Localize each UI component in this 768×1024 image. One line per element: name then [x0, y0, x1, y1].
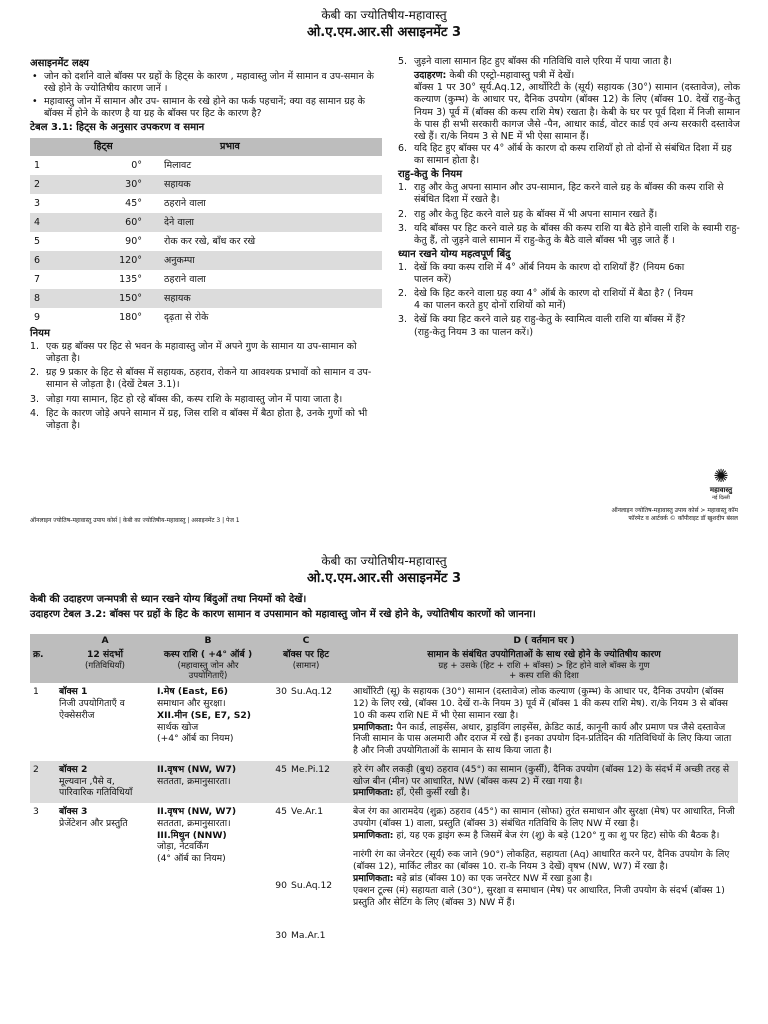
table-row: [30, 761, 738, 803]
row-hit: [262, 761, 350, 803]
hit-degree: 30: [275, 929, 287, 941]
rule-item: 1. एक ग्रह बॉक्स पर हिट से भवन के महावास्तु जोन में अपने गुण के सामान या उप-सामान को जोड़ता है।: [30, 341, 357, 365]
header-line: (सामान): [292, 660, 320, 671]
table-row: [30, 213, 382, 232]
rule-item: 2. ग्रह 9 प्रकार के हिट से बॉक्स में सहायक, ठहराव, रोकने या आवश्यक प्रभावों को सामान व उप-सामान से जोड़ता है। (देखें टेबल 3.1)।: [30, 367, 372, 391]
table-row: [30, 251, 382, 270]
table-header-blank: [30, 138, 90, 156]
row-degree: 180°: [119, 311, 142, 323]
cusp-desc: सततता, क्रमानुसारता।: [157, 817, 231, 829]
rahu-rule: 1. राहु और केतु अपना सामान और उप-सामान, हिट करने वाले ग्रह के बॉक्स की कस्प राशि से संबंधित दिशा में रखते है।: [398, 182, 724, 206]
hit-code: Su.Aq.12: [291, 879, 333, 891]
example-heading: उदाहरण:: [414, 70, 447, 82]
header-reason: [350, 648, 738, 684]
row-cusp: [154, 803, 262, 945]
row-num: 3: [33, 806, 39, 818]
col-letter-d: D ( वर्तमान घर ): [350, 634, 738, 648]
header-line: सामान के संबंधित उपयोगिताओं के साथ रखे होने के ज्योतिषीय कारण: [427, 648, 661, 660]
example-lead: केबी की एस्ट्रो-महावास्तु पत्री में देखें।: [449, 70, 575, 82]
row-box: [56, 683, 154, 761]
header-line: (महावास्तु जोन और उपयोगिताएँ): [177, 660, 239, 682]
assignment-heading: असाइनमेंट लक्ष्य: [30, 58, 89, 69]
row-degree: 0°: [131, 159, 142, 171]
cusp-note: (4° ऑर्ब का नियम): [157, 853, 226, 865]
row-cusp: [154, 683, 262, 761]
row-effect: मिलावट: [164, 159, 192, 171]
rahu-rule-text: यदि बॉक्स पर हिट करने वाले ग्रह के बॉक्स की कस्प राशि या बैठे होने वाली राशि के स्वामी राहु-केतु हैं, तो जुड़ने वाले सामान में राहु-केतु के बैठे वाले बॉक्स भी जुड़ जाते हैं ।: [414, 222, 740, 246]
box-desc: प्रेजेंटेशन और प्रस्तुति: [59, 817, 128, 829]
footer-right-line: फॉरमेट व आर्टवर्क © कॉपीराइट डॉ खुशदीप बंसल: [628, 515, 738, 523]
proof: [353, 830, 735, 842]
rule-text: जोड़ा गया सामान, हिट हो रहे बॉक्स की, कस्प राशि के महावास्तु जोन में पाया जाता है।: [46, 393, 343, 405]
cusp-desc: समाधान और सुरक्षा।: [157, 698, 226, 710]
row-num: 2: [30, 761, 56, 803]
cusp-note: (+4° ऑर्ब का नियम): [157, 733, 234, 745]
row-reason: [350, 761, 738, 803]
footer-right: [611, 507, 738, 523]
proof-label: प्रमाणिकता:: [353, 721, 394, 733]
hit-code: Ve.Ar.1: [291, 806, 324, 818]
reason-text: हरे रंग और लकड़ी (बुध) ठहराव (45°) का सामान (कुर्सी), दैनिक उपयोग (बॉक्स 12) के संदर्भ में अच्छी तरह से खोज बीन (मीन) पर आधारित, NW (बॉक्स कस्प 2) में रखा गया है।: [353, 763, 730, 787]
hit-entry: [265, 930, 347, 942]
row-effect: रोक कर रखे, बाँध कर रखे: [164, 235, 256, 247]
cusp-sign: II.वृषभ (NW, W7): [157, 806, 237, 818]
hit-entry: [265, 806, 347, 818]
rule-text: जुड़ने वाला सामान हिट हुए बॉक्स की गतिविधि वाले एरिया में पाया जाता है।: [414, 56, 672, 67]
table-header-hits: हिट्स: [90, 138, 160, 156]
reason-text: बेज रंग का आरामदेय (शुक्र) ठहराव (45°) का सामान (सोफा) तुरंत समाधान और सुरक्षा (मेष) पर आधारित, निजी उपयोग (बॉक्स 1) वाला, प्रस्तुति (बॉक्स 3) संबंधित गतिविधि के लिए NW में रखा है।: [353, 806, 735, 829]
row-degree: 90°: [125, 235, 142, 247]
hit-entry: [265, 764, 347, 776]
page-title: केबी का ज्योतिषीय-महावास्तु: [321, 8, 447, 22]
footer-left: ऑनलाइन ज्योतिष-महावास्तु उपाय कोर्स | केबी का ज्योतिषीय-महावास्तु | असाइनमेंट 3 | पेज 1: [30, 517, 240, 524]
footer-right-line: ऑनलाइन ज्योतिष-महावास्तु उपाय कोर्स > महावास्तु कॉम: [611, 507, 738, 514]
hit-degree: 30: [275, 686, 287, 698]
point-item: 3. देखें कि क्या हिट करने वाले ग्रह राहु-केतु के स्वामित्व वाली राशि या बॉक्स में हैं? (राहु-केतु नियम 3 का पालन करें।): [398, 314, 686, 338]
rule-text: यदि हिट हुए बॉक्स पर 4° ऑर्ब के कारण दो कस्प राशियाँ हो तो दोनों से संबंधित दिशा में ग्रह का सामान होता है।: [414, 143, 732, 167]
rule-text: हिट के कारण जोड़े अपने सामान में ग्रह, जिस राशि व बॉक्स में बैठा होता है, उनके गुणों को भी जोड़ता है।: [46, 407, 368, 431]
rahu-rule: 2. राहु और केतु हिट करने वाले ग्रह के बॉक्स में भी अपना सामान रखते हैं।: [398, 208, 658, 220]
box-name: बॉक्स 2: [59, 763, 88, 775]
cusp-sign: XII.मीन (SE, E7, S2): [157, 709, 251, 721]
header-activities: [56, 648, 154, 684]
rule-item: 4. हिट के कारण जोड़े अपने सामान में ग्रह, जिस राशि व बॉक्स में बैठा होता है, उनके गुणों को भी जोड़ता है।: [30, 407, 368, 431]
reason-text: एक्शन टूल्स (मं) सहायता वाले (30°), सुरक्षा व समाधान (मेष) पर आधारित, निजी उपयोग के संदर्भ (बॉक्स 1) प्रस्तुति और सेटिंग के लिए (बॉक्स 3) NW में हैं।: [353, 884, 725, 908]
rule-item: 3. जोड़ा गया सामान, हिट हो रहे बॉक्स की, कस्प राशि के महावास्तु जोन में पाया जाता है।: [30, 393, 343, 405]
proof: [353, 722, 735, 757]
hit-code: Su.Aq.12: [291, 686, 333, 698]
box-name: बॉक्स 3: [59, 806, 88, 818]
hit-code: Me.Pi.12: [291, 763, 331, 775]
hit-degree: 45: [275, 763, 287, 775]
row-hit: [262, 683, 350, 761]
table-row: [30, 175, 382, 194]
proof-text: हां, यह एक ड्राइंग रूम है जिसमें बेज रंग (शु) के बड़े (120° गु का शु पर हिट) सोफे की बैठक है।: [396, 829, 720, 841]
cusp-desc: सततता, क्रमानुसारता।: [157, 775, 231, 787]
logo-subtext: नई दिल्ली: [712, 494, 730, 501]
row-effect: ठहराने वाला: [164, 197, 206, 209]
row-degree: 135°: [119, 273, 142, 285]
table-row: [30, 308, 382, 327]
mahavastu-logo: [700, 468, 742, 501]
box-name: बॉक्स 1: [59, 686, 88, 698]
row-effect: सहायक: [160, 175, 382, 194]
header-cusp: [154, 648, 262, 684]
assignment-point: • जोन को दर्शाने वाले बॉक्स पर ग्रहों के हिट्स के कारण , महावास्तु जोन में सामान व उप-समान के रखे होने के ज्योतिषीय कारण जानें ।: [30, 71, 382, 95]
row-degree: 45°: [125, 197, 142, 209]
rule-text: ग्रह 9 प्रकार के हिट से बॉक्स में सहायक, ठहराव, रोकने या आवश्यक प्रभावों को सामान व उप-सामान से जोड़ता है। (देखें टेबल 3.1)।: [46, 367, 372, 391]
rule-item: 6. यदि हिट हुए बॉक्स पर 4° ऑर्ब के कारण दो कस्प राशियाँ हो तो दोनों से संबंधित दिशा में ग्रह का सामान होता है।: [398, 143, 732, 167]
hits-table: [30, 138, 382, 327]
rahu-heading: राहु-केतु के नियम: [398, 169, 463, 181]
point-item: 2. देखे कि हिट करने वाला ग्रह क्या 4° ऑर्ब के कारण दो राशियों में बैठा है? ( नियम 4 का पालन करते हुए दोनों राशियों को मानें): [398, 288, 694, 312]
row-degree: 30°: [90, 175, 160, 194]
cusp-sign: III.मिथुन (NNW): [157, 829, 227, 841]
row-box: [56, 803, 154, 945]
proof-label: प्रमाणिकता:: [353, 829, 394, 841]
cusp-desc: जोड़ा, नेटवर्किंग: [157, 841, 209, 853]
table-row: [30, 289, 382, 308]
row-index: 1: [34, 159, 41, 171]
col-letter-c: C: [262, 634, 350, 648]
point-text: देखे कि हिट करने वाला ग्रह क्या 4° ऑर्ब के कारण दो राशियों में बैठा है? ( नियम 4 का पालन करते हुए दोनों राशियों को मानें): [414, 288, 694, 312]
col-letter-blank: [30, 634, 56, 648]
cusp-sign: II.वृषभ (NW, W7): [157, 763, 237, 775]
assignment-points: [30, 71, 382, 121]
page-subtitle: ओ.ए.एम.आर.सी असाइनमेंट 3: [306, 25, 462, 41]
row-index: 7: [34, 273, 41, 285]
table-title: उदाहरण टेबल 3.2: बॉक्स पर ग्रहों के हिट के कारण सामान व उपसामान को महावास्तु जोन में रखे होने के, ज्योतिषीय कारणों को जानना।: [30, 608, 536, 620]
box-desc: मूल्यवान ,पैसे व, पारिवारिक गतिविधियाँ: [59, 775, 133, 799]
rules-heading: नियम: [30, 328, 50, 340]
row-effect: दृढ़ता से रोके: [164, 311, 209, 323]
row-index: 5: [34, 235, 41, 247]
row-box: [56, 761, 154, 803]
row-index: 4: [30, 213, 90, 232]
rules-list: [30, 341, 382, 432]
hit-entry: [265, 880, 347, 892]
row-effect: ठहराने वाला: [164, 273, 206, 285]
row-index: 3: [34, 197, 41, 209]
table-row: [30, 270, 382, 289]
proof: [353, 873, 735, 885]
reason-text: नारंगी रंग का जेनरेटर (सूर्य) रुक जाने (90°) लोकहित, सहायता (Aq) आधारित करने पर, दैनिक उपयोग के लिए (बॉक्स 12), मार्किट लीडर का (बॉक्स 10. रा-के नियम 3 देखें) वृषभ (NW, W7) में रखा है।: [353, 849, 730, 873]
cusp-sign: I.मेष (East, E6): [157, 686, 229, 698]
rahu-rules: [398, 182, 740, 247]
row-effect: अनुकम्पा: [160, 251, 382, 270]
row-effect: सहायक: [160, 289, 382, 308]
proof-label: प्रमाणिकता:: [353, 873, 394, 884]
page-2: [0, 548, 768, 1024]
rahu-rule: 3. यदि बॉक्स पर हिट करने वाले ग्रह के बॉक्स की कस्प राशि या बैठे होने वाली राशि के स्वामी राहु-केतु हैं, तो जुड़ने वाले सामान में राहु-केतु के बैठे वाले बॉक्स भी जुड़ जाते हैं ।: [398, 222, 740, 246]
header-num: क्र.: [30, 648, 56, 684]
row-num: 1: [33, 686, 39, 698]
rahu-rule-text: राहु और केतु हिट करने वाले ग्रह के बॉक्स में भी अपना सामान रखते हैं।: [414, 208, 658, 220]
header-line: बॉक्स पर हिट: [282, 648, 330, 660]
example-table: [30, 634, 738, 945]
table-row: [30, 232, 382, 251]
table-header-effect: प्रभाव: [160, 138, 382, 156]
logo-text: महावास्तु: [709, 486, 733, 494]
row-hit: [262, 803, 350, 945]
left-column: [30, 56, 382, 434]
assignment-point: • महावास्तु जोन में सामान और उप- सामान के रखे होने का फर्क पहचानें; क्या वह सामान ग्रह के बॉक्स में होने के कारण है या ग्रह के बॉक्स पर हिट के कारण है?: [30, 96, 382, 120]
row-reason: [350, 803, 738, 945]
point-item: 1. देखें कि क्या कस्प राशि में 4° ऑर्ब नियम के कारण दो राशियाँ हैं? (नियम 6का पालन करें): [398, 261, 685, 285]
col-letter-a: A: [56, 634, 154, 648]
row-degree: 120°: [90, 251, 160, 270]
hit-degree: 90: [275, 879, 287, 891]
right-column: [398, 56, 740, 341]
header-line: ग्रह + उसके (हिट + राशि + बॉक्स) > हिट होने वाले बॉक्स के गुण: [438, 660, 650, 671]
rules-continued-2: [398, 143, 740, 167]
rules-continued: [398, 56, 740, 68]
rule-text: एक ग्रह बॉक्स पर हिट से भवन के महावास्तु जोन में अपने गुण के सामान या उप-सामान को जोड़ता है।: [46, 341, 357, 365]
header-line: (गतिविधियाँ): [85, 660, 125, 671]
row-index: 8: [30, 289, 90, 308]
proof-text: बड़े ब्रांड (बॉक्स 10) का एक जनरेटर NW में रखा हुआ है।: [396, 873, 593, 884]
example-body: बॉक्स 1 पर 30° सूर्य.Aq.12, आर्थोरिटी के (सूर्य) सहायक (30°) सामान (दस्तावेज), लोक कल्याण (कुम्भ) के आधार पर, दैनिक उपयोग (बॉक्स 12) के लिए (बॉक्स 10. देखें राहु-केतु नियम 3) पूर्व में (बॉक्स की कस्प राशि मेष) रखता है। केबी के घर पर पूर्व दिशा में निजी सामान के पास ही सभी सरकारी कागज जैसे -पैन, आधार कार्ड, वोटर कार्ड एवं अन्य सरकारी दस्तावेज रखे हैं। रा/के नियम 3 से NE में भी ऐसा सामान हैं।: [414, 82, 740, 142]
rahu-rule-text: राहु और केतु अपना सामान और उप-सामान, हिट करने वाले ग्रह के बॉक्स की कस्प राशि से संबंधित दिशा में रखते है।: [414, 182, 724, 206]
proof: [353, 787, 735, 799]
row-degree: 150°: [90, 289, 160, 308]
header-line: + कस्प राशि की दिशा: [509, 671, 579, 682]
points-heading: ध्यान रखने योग्य महत्वपूर्ण बिंदु: [398, 248, 511, 260]
intro-text: केबी की उदाहरण जन्मपत्री से ध्यान रखने योग्य बिंदुओं तथा नियमों को देखें।: [30, 593, 307, 605]
header-hit: [262, 648, 350, 684]
row-index: 6: [30, 251, 90, 270]
row-cusp: [154, 761, 262, 803]
row-index: 9: [34, 311, 41, 323]
points-list: [398, 262, 698, 339]
row-degree: 60°: [90, 213, 160, 232]
row-reason: [350, 683, 738, 761]
table-row: [30, 194, 382, 213]
page-title: केबी का ज्योतिषीय-महावास्तु: [321, 554, 447, 568]
hit-degree: 45: [275, 806, 287, 818]
reason-text: आर्थोरिटी (सू) के सहायक (30°) सामान (दस्तावेज) लोक कल्याण (कुम्भ) के आधार पर, दैनिक उपयोग (बॉक्स 12) के लिए रखे, (बॉक्स 10. देखें रा-के नियम 3) पूर्व में (बॉक्स 1 की कस्प राशि मेष). रा/के नियम 3 से बॉक्स 10 की कस्प राशि NE में भी ऐसा सामान रखा है।: [353, 686, 728, 721]
proof-label: प्रमाणिकता:: [353, 787, 394, 799]
table-title: टेबल 3.1: हिट्स के अनुसार उपकरण व समान: [30, 122, 205, 134]
row-index: 2: [30, 175, 90, 194]
row-effect: देने वाला: [160, 213, 382, 232]
cusp-desc: सार्थक खोज: [157, 721, 199, 733]
box-desc: निजी उपयोगिताएँ व ऐक्सेसरीज: [59, 698, 125, 721]
rule-item: 5. जुड़ने वाला सामान हिट हुए बॉक्स की गतिविधि वाले एरिया में पाया जाता है।: [398, 56, 672, 67]
table-row: [30, 803, 738, 945]
example-block: [414, 70, 740, 143]
table-row: [30, 683, 738, 761]
header-line: 12 संदर्भो: [87, 648, 123, 660]
proof-text: हाँ, ऐसी कुर्सी रखी है।: [396, 787, 470, 799]
hit-entry: [265, 686, 347, 698]
point-text: देखें कि क्या कस्प राशि में 4° ऑर्ब नियम के कारण दो राशियाँ हैं? (नियम 6का पालन करें): [414, 261, 685, 285]
col-letter-b: B: [154, 634, 262, 648]
page-subtitle: ओ.ए.एम.आर.सी असाइनमेंट 3: [306, 571, 462, 587]
point-text: देखें कि क्या हिट करने वाले ग्रह राहु-केतु के स्वामित्व वाली राशि या बॉक्स में हैं? (राहु-केतु नियम 3 का पालन करें।): [414, 314, 686, 338]
lotus-icon: ✺: [713, 466, 729, 487]
header-line: कस्प राशि ( +4° ऑर्ब ): [163, 648, 253, 660]
proof-text: पैन कार्ड, लाइसेंस, अधार, ड्राइविंग लाइसेंस, क्रेडिट कार्ड, कानूनी कार्य और प्रमाण पत्र जैसे दस्तावेज निजी सामान के पास अलमारी और दराज में रखे हैं। इनका उपयोग दिन-प्रतिदिन की गतिविधियों के लिए किया जाता है और निजी उपयोगिताओं के सामान के साथ किया जाता है।: [353, 721, 732, 757]
table-row: [30, 156, 382, 175]
hit-code: Ma.Ar.1: [291, 929, 326, 941]
